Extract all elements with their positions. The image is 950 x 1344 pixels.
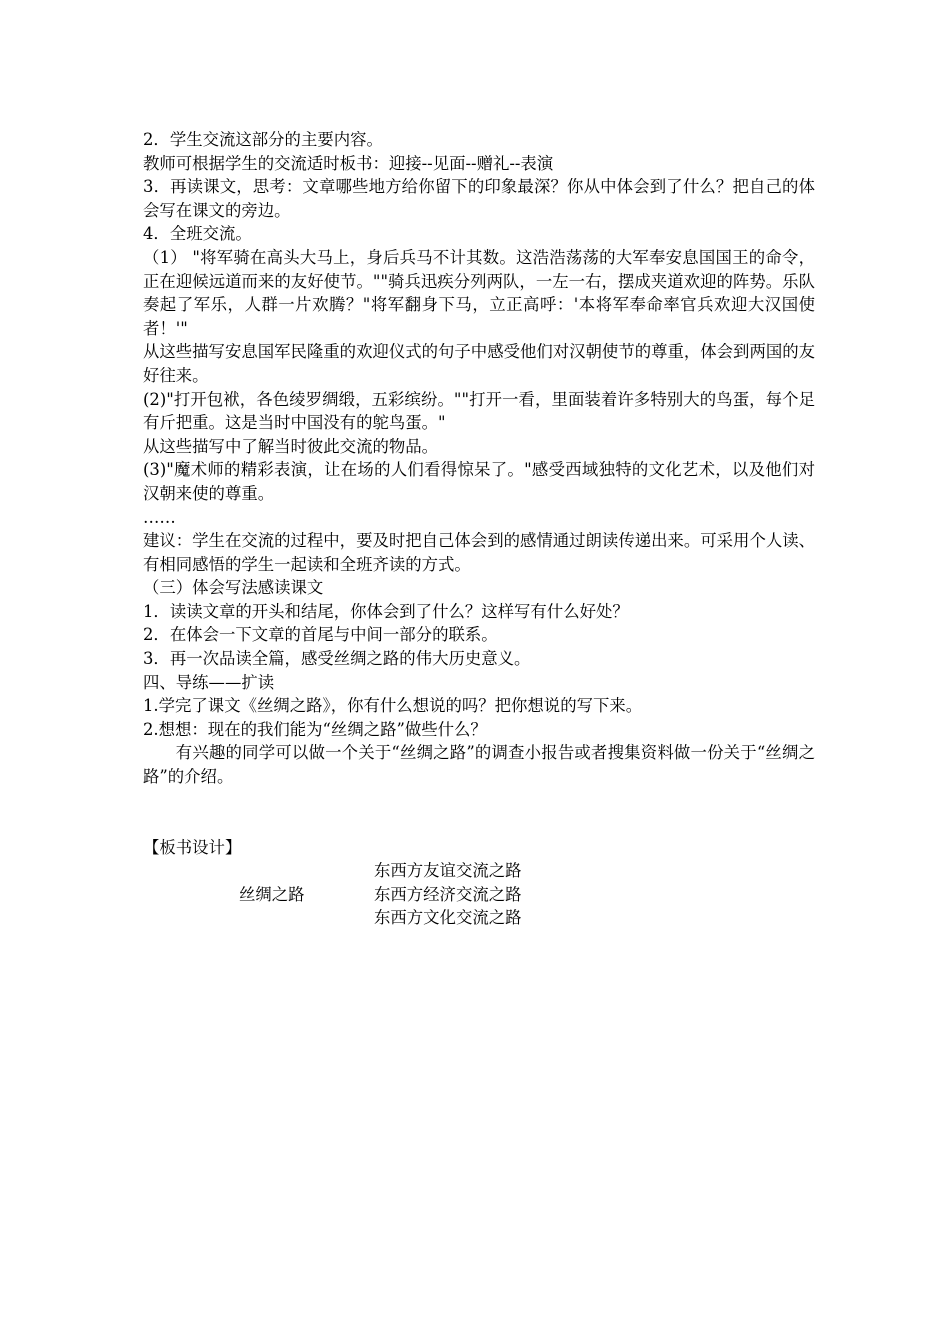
paragraph-step-4: 4．全班交流。 — [143, 224, 252, 244]
paragraph-step-2: 2．学生交流这部分的主要内容。 — [143, 130, 383, 149]
ellipsis: …… — [143, 507, 176, 527]
document-body — [143, 128, 815, 939]
paragraph-quote-2: (2)"打开包袱，各色绫罗绸缎，五彩缤纷。""打开一看，里面装着许多特别大的鸟蛋，每个足有斤把重。这是当时中国没有的鸵鸟蛋。" — [143, 389, 815, 433]
paragraph-practice-1: 1.学完了课文《丝绸之路》，你有什么想说的吗？把你想说的写下来。 — [143, 696, 643, 716]
paragraph-item-3: 3．再一次品读全篇，感受丝绸之路的伟大历史意义。 — [143, 649, 531, 669]
paragraph-practice-extra: 有兴趣的同学可以做一个关于“丝绸之路”的调查小报告或者搜集资料做一份关于“丝绸之路”的介绍。 — [143, 743, 815, 787]
paragraph-suggestion: 建议：学生在交流的过程中，要及时把自己体会到的感情通过朗读传递出来。可采用个人读、有相同感悟的学生一起读和全班齐读的方式。 — [143, 531, 816, 574]
board-item-economy: 东西方经济交流之路 — [374, 884, 522, 904]
paragraph-item-2: 2．在体会一下文章的首尾与中间一部分的联系。 — [143, 625, 498, 645]
paragraph-board-note: 教师可根据学生的交流适时板书：迎接--见面--赠礼--表演 — [143, 153, 554, 173]
section-heading-3: （三）体会写法感读课文 — [143, 578, 324, 598]
paragraph-comment-1: 从这些描写安息国军民隆重的欢迎仪式的句子中感受他们对汉朝使节的尊重，体会到两国的友好往来。 — [143, 342, 816, 385]
board-item-friendship: 东西方友谊交流之路 — [374, 861, 522, 881]
board-design — [143, 859, 815, 939]
paragraph-item-1: 1．读读文章的开头和结尾，你体会到了什么？这样写有什么好处？ — [143, 601, 629, 621]
section-heading-4: 四、导练——扩读 — [143, 672, 275, 692]
paragraph-practice-2: 2.想想：现在的我们能为“丝绸之路”做些什么？ — [143, 719, 487, 739]
paragraph-quote-3: (3)"魔术师的精彩表演，让在场的人们看得惊呆了。"感受西域独特的文化艺术，以及他们对汉朝来使的尊重。 — [143, 460, 815, 503]
board-topic: 丝绸之路 — [239, 885, 305, 905]
blank-space — [143, 789, 815, 836]
paragraph-step-3: 3．再读课文，思考：文章哪些地方给你留下的印象最深？你从中体会到了什么？把自己的体会写在课文的旁边。 — [143, 177, 815, 220]
board-items — [374, 859, 522, 930]
board-item-culture: 东西方文化交流之路 — [374, 908, 522, 928]
paragraph-quote-1: （1） "将军骑在高头大马上，身后兵马不计其数。这浩浩荡荡的大军奉安息国国王的命令，正在迎候远道而来的友好使节。""骑兵迅疾分列两队，一左一右，摆成夹道欢迎的阵势。乐队奏起了军乐，人群一片欢腾？"将军翻身下马，立正高呼：'本将军奉命率官兵欢迎大汉国使者！'" — [143, 247, 815, 338]
board-design-heading: 【板书设计】 — [143, 837, 242, 857]
paragraph-comment-2: 从这些描写中了解当时彼此交流的物品。 — [143, 436, 439, 456]
